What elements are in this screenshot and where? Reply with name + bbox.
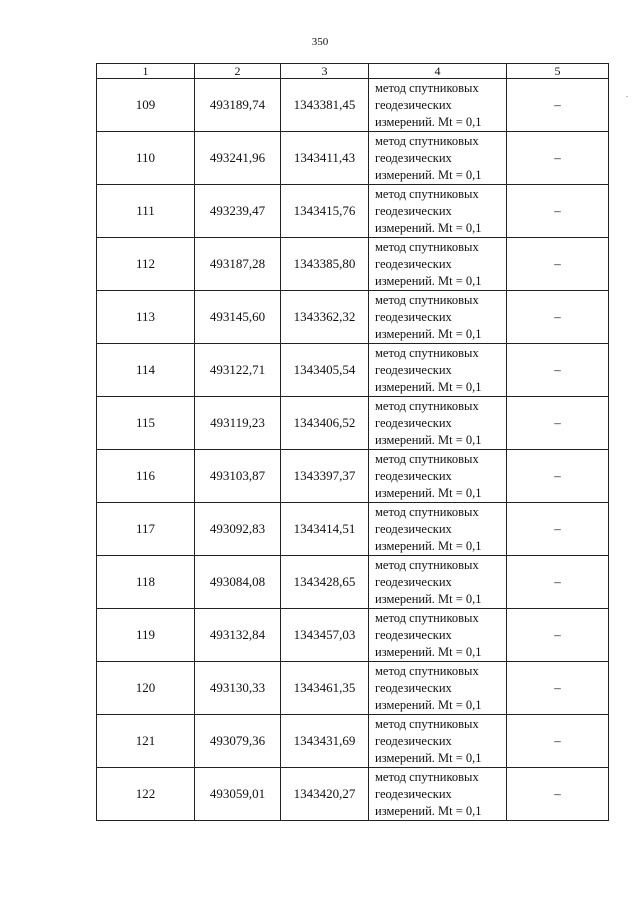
- table-row: [97, 503, 609, 556]
- x-coordinate-cell: 493122,71: [195, 344, 281, 397]
- method-line-2: геодезических: [375, 362, 452, 377]
- method-line-1: метод спутниковых: [375, 398, 479, 413]
- method-line-2: геодезических: [375, 468, 452, 483]
- method-cell: [369, 715, 507, 768]
- y-coordinate-cell: 1343431,69: [281, 715, 369, 768]
- method-cell: [369, 397, 507, 450]
- table-row: [97, 556, 609, 609]
- x-coordinate-cell: 493130,33: [195, 662, 281, 715]
- note-cell: –: [507, 768, 609, 821]
- note-cell: –: [507, 238, 609, 291]
- table-row: [97, 662, 609, 715]
- method-cell: [369, 238, 507, 291]
- method-line-3: измерений. Mt = 0,1: [375, 220, 482, 235]
- method-line-1: метод спутниковых: [375, 769, 479, 784]
- column-header-5: 5: [507, 64, 609, 79]
- point-number-cell: 120: [97, 662, 195, 715]
- table-body: [97, 64, 609, 821]
- x-coordinate-cell: 493145,60: [195, 291, 281, 344]
- y-coordinate-cell: 1343385,80: [281, 238, 369, 291]
- y-coordinate-cell: 1343397,37: [281, 450, 369, 503]
- note-cell: –: [507, 344, 609, 397]
- note-cell: –: [507, 185, 609, 238]
- method-cell: [369, 450, 507, 503]
- note-cell: –: [507, 503, 609, 556]
- x-coordinate-cell: 493079,36: [195, 715, 281, 768]
- method-cell: [369, 662, 507, 715]
- table-row: [97, 132, 609, 185]
- x-coordinate-cell: 493119,23: [195, 397, 281, 450]
- method-line-2: геодезических: [375, 574, 452, 589]
- note-cell: –: [507, 291, 609, 344]
- x-coordinate-cell: 493103,87: [195, 450, 281, 503]
- point-number-cell: 115: [97, 397, 195, 450]
- method-line-2: геодезических: [375, 150, 452, 165]
- method-cell: [369, 556, 507, 609]
- edge-mark: .: [626, 90, 628, 99]
- point-number-cell: 118: [97, 556, 195, 609]
- method-line-1: метод спутниковых: [375, 557, 479, 572]
- x-coordinate-cell: 493189,74: [195, 79, 281, 132]
- method-line-1: метод спутниковых: [375, 186, 479, 201]
- method-cell: [369, 609, 507, 662]
- y-coordinate-cell: 1343405,54: [281, 344, 369, 397]
- method-line-1: метод спутниковых: [375, 239, 479, 254]
- method-line-1: метод спутниковых: [375, 504, 479, 519]
- note-cell: –: [507, 79, 609, 132]
- method-line-2: геодезических: [375, 521, 452, 536]
- x-coordinate-cell: 493241,96: [195, 132, 281, 185]
- point-number-cell: 122: [97, 768, 195, 821]
- column-header-4: 4: [369, 64, 507, 79]
- point-number-cell: 119: [97, 609, 195, 662]
- method-cell: [369, 503, 507, 556]
- y-coordinate-cell: 1343420,27: [281, 768, 369, 821]
- method-line-1: метод спутниковых: [375, 610, 479, 625]
- method-line-1: метод спутниковых: [375, 133, 479, 148]
- header-row: [97, 64, 609, 79]
- method-line-3: измерений. Mt = 0,1: [375, 750, 482, 765]
- y-coordinate-cell: 1343461,35: [281, 662, 369, 715]
- method-line-1: метод спутниковых: [375, 716, 479, 731]
- y-coordinate-cell: 1343411,43: [281, 132, 369, 185]
- point-number-cell: 109: [97, 79, 195, 132]
- method-line-2: геодезических: [375, 415, 452, 430]
- table-row: [97, 397, 609, 450]
- method-line-3: измерений. Mt = 0,1: [375, 432, 482, 447]
- y-coordinate-cell: 1343415,76: [281, 185, 369, 238]
- method-line-2: геодезических: [375, 786, 452, 801]
- method-line-2: геодезических: [375, 627, 452, 642]
- note-cell: –: [507, 662, 609, 715]
- method-line-3: измерений. Mt = 0,1: [375, 379, 482, 394]
- method-line-3: измерений. Mt = 0,1: [375, 803, 482, 818]
- method-line-3: измерений. Mt = 0,1: [375, 273, 482, 288]
- y-coordinate-cell: 1343428,65: [281, 556, 369, 609]
- table-row: [97, 768, 609, 821]
- method-cell: [369, 132, 507, 185]
- point-number-cell: 117: [97, 503, 195, 556]
- note-cell: –: [507, 450, 609, 503]
- column-header-1: 1: [97, 64, 195, 79]
- method-line-2: геодезических: [375, 97, 452, 112]
- table-row: [97, 609, 609, 662]
- column-header-2: 2: [195, 64, 281, 79]
- table-row: [97, 238, 609, 291]
- x-coordinate-cell: 493084,08: [195, 556, 281, 609]
- table-row: [97, 344, 609, 397]
- point-number-cell: 121: [97, 715, 195, 768]
- method-cell: [369, 185, 507, 238]
- method-line-3: измерений. Mt = 0,1: [375, 697, 482, 712]
- method-line-1: метод спутниковых: [375, 80, 479, 95]
- note-cell: –: [507, 715, 609, 768]
- method-line-3: измерений. Mt = 0,1: [375, 114, 482, 129]
- method-line-1: метод спутниковых: [375, 345, 479, 360]
- point-number-cell: 112: [97, 238, 195, 291]
- table-row: [97, 291, 609, 344]
- note-cell: –: [507, 556, 609, 609]
- point-number-cell: 111: [97, 185, 195, 238]
- method-cell: [369, 291, 507, 344]
- method-line-2: геодезических: [375, 203, 452, 218]
- method-line-1: метод спутниковых: [375, 663, 479, 678]
- table-row: [97, 450, 609, 503]
- x-coordinate-cell: 493132,84: [195, 609, 281, 662]
- table-row: [97, 185, 609, 238]
- method-line-3: измерений. Mt = 0,1: [375, 326, 482, 341]
- method-line-1: метод спутниковых: [375, 292, 479, 307]
- method-line-3: измерений. Mt = 0,1: [375, 591, 482, 606]
- method-line-3: измерений. Mt = 0,1: [375, 644, 482, 659]
- point-number-cell: 114: [97, 344, 195, 397]
- table-row: [97, 715, 609, 768]
- method-line-2: геодезических: [375, 680, 452, 695]
- y-coordinate-cell: 1343381,45: [281, 79, 369, 132]
- coordinates-table: [96, 63, 609, 821]
- table-row: [97, 79, 609, 132]
- method-line-2: геодезических: [375, 256, 452, 271]
- page-number: 350: [311, 36, 329, 48]
- y-coordinate-cell: 1343406,52: [281, 397, 369, 450]
- y-coordinate-cell: 1343362,32: [281, 291, 369, 344]
- method-line-1: метод спутниковых: [375, 451, 479, 466]
- x-coordinate-cell: 493239,47: [195, 185, 281, 238]
- point-number-cell: 110: [97, 132, 195, 185]
- method-line-3: измерений. Mt = 0,1: [375, 485, 482, 500]
- column-header-3: 3: [281, 64, 369, 79]
- method-line-2: геодезических: [375, 733, 452, 748]
- x-coordinate-cell: 493092,83: [195, 503, 281, 556]
- y-coordinate-cell: 1343457,03: [281, 609, 369, 662]
- method-line-2: геодезических: [375, 309, 452, 324]
- method-line-3: измерений. Mt = 0,1: [375, 167, 482, 182]
- note-cell: –: [507, 132, 609, 185]
- note-cell: –: [507, 609, 609, 662]
- point-number-cell: 116: [97, 450, 195, 503]
- x-coordinate-cell: 493059,01: [195, 768, 281, 821]
- y-coordinate-cell: 1343414,51: [281, 503, 369, 556]
- point-number-cell: 113: [97, 291, 195, 344]
- method-cell: [369, 768, 507, 821]
- method-cell: [369, 344, 507, 397]
- note-cell: –: [507, 397, 609, 450]
- method-line-3: измерений. Mt = 0,1: [375, 538, 482, 553]
- method-cell: [369, 79, 507, 132]
- x-coordinate-cell: 493187,28: [195, 238, 281, 291]
